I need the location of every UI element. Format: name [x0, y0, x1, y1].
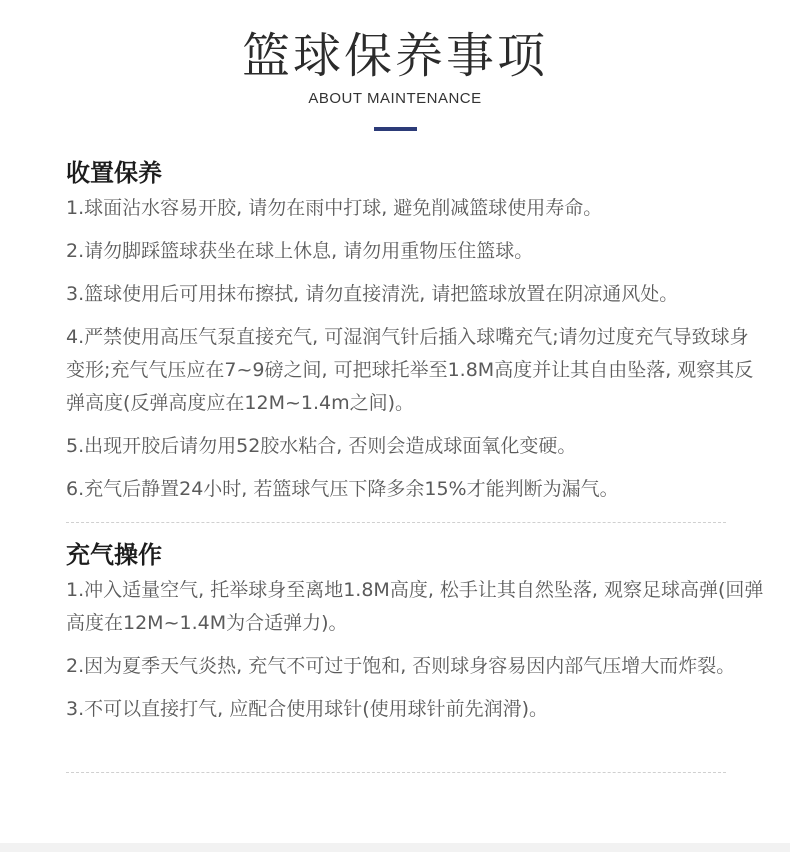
list-item: 1.冲入适量空气, 托举球身至离地1.8M高度, 松手让其自然坠落, 观察足球高弹(回弹高度在12M~1.4M为合适弹力)。 — [66, 579, 764, 634]
title-underline-accent — [374, 127, 417, 131]
list-item: 3.篮球使用后可用抹布擦拭, 请勿直接清洗, 请把篮球放置在阴凉通风处。 — [66, 283, 679, 305]
list-item: 3.不可以直接打气, 应配合使用球针(使用球针前先润滑)。 — [66, 698, 549, 720]
list-item: 4.严禁使用高压气泵直接充气, 可湿润气针后插入球嘴充气;请勿过度充气导致球身变形;充气气压应在7~9磅之间, 可把球托举至1.8M高度并让其自由坠落, 观察其反弹高度(反弹高度应在12M~1.4m之间)。 — [66, 326, 754, 414]
section-divider — [66, 772, 726, 773]
section-heading: 充气操作 — [66, 541, 162, 569]
section-heading: 收置保养 — [66, 159, 162, 187]
list-item: 2.因为夏季天气炎热, 充气不可过于饱和, 否则球身容易因内部气压增大而炸裂。 — [66, 655, 736, 677]
section-inflation-operation — [66, 540, 766, 736]
section-divider — [66, 522, 726, 523]
list-item: 2.请勿脚踩篮球获坐在球上休息, 请勿用重物压住篮球。 — [66, 240, 534, 262]
list-item: 5.出现开胶后请勿用52胶水粘合, 否则会造成球面氧化变硬。 — [66, 435, 577, 457]
page-subtitle: ABOUT MAINTENANCE — [308, 90, 482, 107]
list-item: 1.球面沾水容易开胶, 请勿在雨中打球, 避免削减篮球使用寿命。 — [66, 197, 603, 219]
page-title: 篮球保养事项 — [241, 28, 548, 84]
list-item: 6.充气后静置24小时, 若篮球气压下降多余15%才能判断为漏气。 — [66, 478, 619, 500]
bottom-band — [0, 843, 790, 852]
section-storage-care — [66, 158, 766, 516]
